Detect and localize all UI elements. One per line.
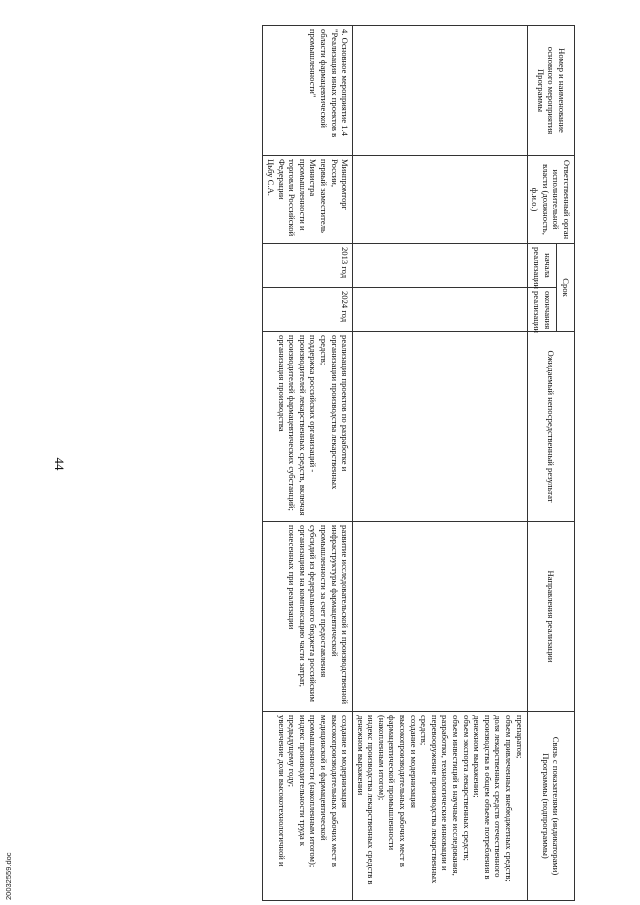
header-activity: Номер и наименование основного мероприятия Программы: [527, 26, 574, 156]
row-number: 4.: [340, 29, 351, 36]
program-activities-table: [262, 25, 575, 901]
activity-name: Основное мероприятие 1.4 "Реализация иных проектов в области фармацевтической промышленности": [308, 29, 351, 138]
activity-cell: [263, 26, 353, 156]
page-number: 44: [52, 457, 67, 471]
header-responsible: Ответственный орган исполнительной власти (должность, ф.и.о.): [527, 156, 574, 244]
table-row: [263, 26, 353, 901]
responsible-cell: Минпромторг России, первый заместитель Министра промышленности и торговли Российской Федерации Цьбу С.А.: [263, 156, 353, 244]
directions-cell: развитие исследовательской и производственной инфраструктуры фармацевтической промышленности за счет предоставления субсидий из федерального бюджета российским организациям на компенсацию части затрат, понесенных при реализации: [263, 522, 353, 712]
footer-file-code: 20032559.doc: [4, 852, 13, 900]
result-cell: реализация проектов по разработке и организации производства лекарственных средств; поддержка российских организаций - производителей лекарственных средств, включая производителей фармацевтических субстанций; организация производства: [263, 332, 353, 522]
rotated-landscape-content: [52, 25, 575, 900]
header-term-end: окончания реализации: [527, 288, 557, 332]
header-directions: Направления реализации: [527, 522, 574, 712]
start-date-cell: 2013 год: [263, 244, 353, 288]
indicators-cell: создание и модернизация высокопроизводительных рабочих мест в медицинской и фармацевтической промышленности (накопленным итогом); индекс производительности труда к предыдущему году; увеличение доли высокотехнологичной и: [263, 712, 353, 901]
header-indicators: Связь с показателями (индикаторами) Программы (подпрограммы): [527, 712, 574, 901]
header-expected-result: Ожидаемый непосредственный результат: [527, 332, 574, 522]
table-header-row: [557, 26, 575, 901]
header-term: Срок: [557, 244, 575, 332]
continuation-cell: препаратов; объем привлеченных внебюджетных средств; доля лекарственных средств отечественного производства в общем объеме потребления в денежном выражении; объем экспорта лекарственных средств; объем инвестиций в научные исследования, разработки, технологические инновации и перевооружение производства лекарственных средств; создание и модернизация высокопроизводительных рабочих мест в фармацевтической промышленности (накопленным итогом); индекс производства лекарственных средств в денежном выражении: [353, 712, 528, 901]
header-term-start: начала реализации: [527, 244, 557, 288]
end-date-cell: 2024 год: [263, 288, 353, 332]
table-row-continuation: [353, 26, 528, 901]
